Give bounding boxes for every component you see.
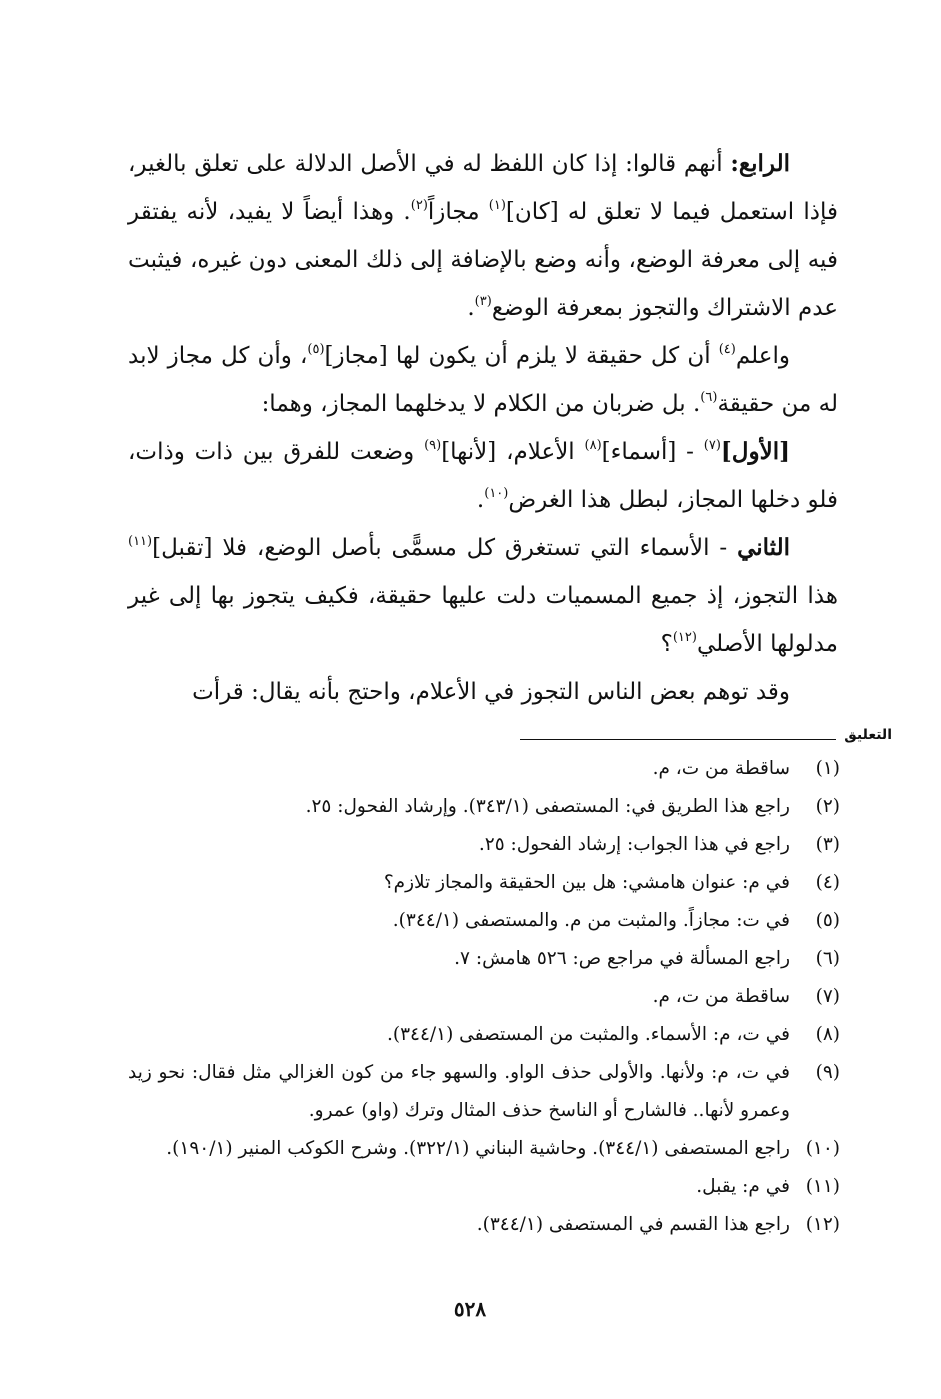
footnote-text: راجع في هذا الجواب: إرشاد الفحول: ٢٥. <box>478 834 790 855</box>
footnote-text: راجع المسألة في مراجع ص: ٥٢٦ هامش: ٧. <box>454 948 790 969</box>
footnote-marker: (١٠) <box>484 486 509 501</box>
footnote-text: في ت، م: ولأنها. والأولى حذف الواو. والسهو جاء من كون الغزالي مثل فقال: نحو زيد وعمرو لأنها.. فالشارح أو الناسخ حذف المثال وترك (واو) عمرو. <box>128 1062 790 1121</box>
footnote-text: في م: يقبل. <box>696 1176 790 1197</box>
footnote-number: (٢) <box>815 796 840 817</box>
footnote-number: (٩) <box>815 1062 840 1083</box>
footnote-number: (٦) <box>815 948 840 969</box>
footnote-marker: (١١) <box>128 534 153 549</box>
text-run: الأعلام، [لأنها] <box>441 439 585 465</box>
page-number: ٥٢٨ <box>453 1297 487 1321</box>
text-run: أن كل حقيقة لا يلزم أن يكون لها [مجاز] <box>324 343 719 369</box>
footnote-item <box>128 826 840 864</box>
footnote-marker: (٥) <box>307 342 325 357</box>
paragraph-second-type <box>128 524 838 668</box>
text-run: - [أسماء] <box>601 439 704 465</box>
footnote-marker: (٦) <box>700 390 718 405</box>
footnote-number: (١) <box>815 758 840 779</box>
footnote-item <box>128 902 840 940</box>
text-run: واعلم <box>735 343 790 369</box>
footnote-item <box>128 978 840 1016</box>
text-run: . بل ضربان من الكلام لا يدخلهما المجاز، وهما: <box>261 391 701 417</box>
footnote-text: راجع هذا الطريق في: المستصفى (٣٤٣/١). وإرشاد الفحول: ٢٥. <box>305 796 790 817</box>
footnote-item <box>128 788 840 826</box>
footnote-marker: (٤) <box>718 342 736 357</box>
paragraph-fourth-argument <box>128 140 838 332</box>
footnote-number: (١٠) <box>805 1138 840 1159</box>
footnote-item <box>128 864 840 902</box>
footnote-number: (٣) <box>815 834 840 855</box>
footnote-text: في ت: مجازاً. والمثبت من م. والمستصفى (٣٤٤/١). <box>392 910 790 931</box>
text-run: . <box>476 487 485 513</box>
text-run: ، وأن كل مجاز لابد له من حقيقة <box>128 343 838 417</box>
footnote-marker: (٢) <box>410 198 428 213</box>
section-lead: الثاني <box>737 534 790 561</box>
paragraph-know-that <box>128 332 838 428</box>
footnote-marker: (٨) <box>584 438 602 453</box>
text-run: هذا التجوز، إذ جميع المسميات دلت عليها حقيقة، فكيف يتجوز بها إلى غير مدلولها الأصلي <box>128 583 838 657</box>
footnote-item <box>128 1016 840 1054</box>
footnotes-separator <box>520 727 892 751</box>
footnote-item <box>128 1206 840 1244</box>
footnote-number: (١٢) <box>805 1214 840 1235</box>
footnote-marker: (٩) <box>424 438 442 453</box>
text-run: . وهذا أيضاً لا يفيد، لأنه يفتقر فيه إلى معرفة الوضع، وأنه وضع بالإضافة إلى ذلك المعنى دون غيره، فيثبت عدم الاشتراك والتجوز بمعرفة الوضع <box>128 199 838 321</box>
footnote-marker: (٣) <box>474 294 492 309</box>
footnotes-label: التعليق <box>844 727 892 743</box>
footnote-text: في م: عنوان هامشي: هل بين الحقيقة والمجاز تلازم؟ <box>383 872 790 893</box>
footnote-item <box>128 1054 840 1130</box>
section-lead: الرابع: <box>730 150 790 177</box>
paragraph-first-type <box>128 428 838 524</box>
section-lead: [الأول] <box>720 438 790 465</box>
footnote-number: (٤) <box>815 872 840 893</box>
footnote-number: (٨) <box>815 1024 840 1045</box>
footnote-marker: (١٢) <box>672 630 697 645</box>
footnote-text: راجع هذا القسم في المستصفى (٣٤٤/١). <box>476 1214 790 1235</box>
main-text <box>128 140 838 716</box>
text-run: ؟ <box>660 631 673 657</box>
footnote-marker: (١) <box>488 198 506 213</box>
text-run: مجازاً <box>427 199 489 225</box>
text-run: - الأسماء التي تستغرق كل مسمًّى بأصل الوضع، فلا [تقبل] <box>152 535 738 561</box>
footnote-number: (٥) <box>815 910 840 931</box>
footnote-item <box>128 940 840 978</box>
footnote-item <box>128 1168 840 1206</box>
text-run: وقد توهم بعض الناس التجوز في الأعلام، واحتج بأنه يقال: قرأت <box>192 679 790 705</box>
text-run: أنهم قالوا: إذا كان اللفظ له في الأصل الدلالة على تعلق بالغير، فإذا استعمل فيما لا تعلق له [كان] <box>128 151 838 225</box>
footnote-text: ساقطة من ت، م. <box>652 986 790 1007</box>
footnote-number: (٧) <box>815 986 840 1007</box>
text-run: وضعت للفرق بين ذات وذات، فلو دخلها المجاز، لبطل هذا الغرض <box>128 439 838 513</box>
footnote-item <box>128 1130 840 1168</box>
paragraph-continuation <box>128 668 838 716</box>
footnote-item <box>128 750 840 788</box>
footnote-marker: (٧) <box>703 438 721 453</box>
footnote-text: راجع المستصفى (٣٤٤/١). وحاشية البناني (٣٢٢/١). وشرح الكوكب المنير (١٩٠/١). <box>166 1138 790 1159</box>
footnote-number: (١١) <box>805 1176 840 1197</box>
footnotes-list <box>128 750 840 1244</box>
text-run: . <box>467 295 475 321</box>
footnote-text: في ت، م: الأسماء. والمثبت من المستصفى (٣٤٤/١). <box>386 1024 790 1045</box>
footnote-text: ساقطة من ت، م. <box>652 758 790 779</box>
separator-line <box>520 739 836 740</box>
